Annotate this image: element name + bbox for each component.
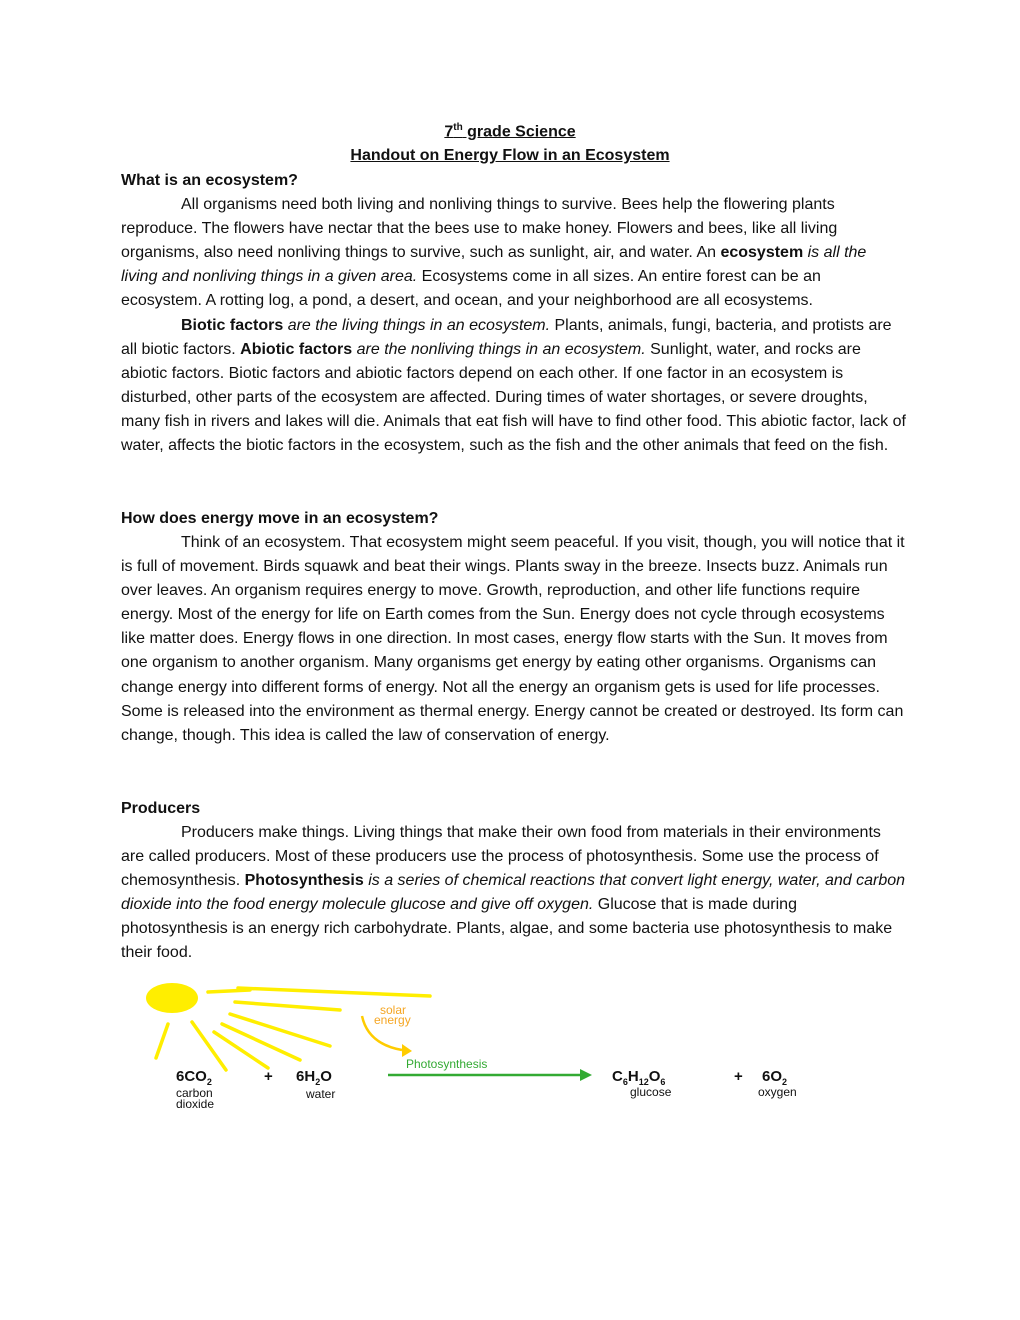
title-grade-text: grade Science xyxy=(462,123,576,141)
section-heading-ecosystem: What is an ecosystem? xyxy=(121,172,298,189)
text-run: O xyxy=(320,1068,332,1085)
page-subtitle: Handout on Energy Flow in an Ecosystem xyxy=(350,147,670,164)
label-carbon: carbon xyxy=(176,1086,213,1100)
text-run: Producers make things. Living things that make their own food from materials in their environments are called producers. Most of these producers use the process of photosynthesis. Some use the process of chemosynthesis. xyxy=(121,824,881,890)
definition-ecosystem: is all the living and nonliving things in a given area. xyxy=(121,244,867,286)
sun-ray xyxy=(156,1024,168,1058)
definition-abiotic-factors: are the nonliving things in an ecosystem. xyxy=(352,341,646,359)
text-run: Glucose that is made during photosynthesis is an energy rich carbohydrate. Plants, algae, and some bacteria use photosynthesis to make their food. xyxy=(121,896,893,962)
subscript: 2 xyxy=(782,1077,788,1087)
text-run: All organisms need both living and nonliving things to survive. Bees help the flowering plants reproduce. The flowers have nectar that the bees use to make honey. Flowers and bees, like all living organisms, also need nonliving things to survive, such as sunlight, air, and water. An xyxy=(121,196,838,262)
process-label: Photosynthesis xyxy=(406,1057,488,1071)
paragraph-energy-movement: Think of an ecosystem. That ecosystem might seem peaceful. If you visit, though, you will notice that it is full of movement. Birds squawk and beat their wings. Plants sway in the breeze. Insects buzz. Animals run over leaves. An organism requires energy to move. Growth, reproduction, and other life functions require energy. Most of the energy for life on Earth comes from the Sun. Energy does not cycle through ecosystems like matter does. Energy flows in one direction. In most cases, energy flow starts with the Sun. It moves from one organism to another organism. Many organisms get energy by eating other organisms. Organisms can change energy into different forms of energy. Not all the energy an organism gets is used for life processes. Some is released into the environment as thermal energy. Energy cannot be created or destroyed. Its form can change, though. This idea is called the law of conservation of energy. xyxy=(121,534,905,744)
equation-labels xyxy=(176,1085,797,1111)
sun-ray xyxy=(208,990,250,992)
reaction-arrow-head xyxy=(580,1069,592,1081)
term-photosynthesis: Photosynthesis xyxy=(244,872,364,890)
text-run: Ecosystems come in all sizes. An entire forest can be an ecosystem. A rotting log, a pond, a desert, and ocean, and your neighborhood are all ecosystems. xyxy=(121,268,821,310)
reactant-h2o xyxy=(296,1068,332,1087)
label-glucose: glucose xyxy=(630,1085,672,1099)
text-run: 6O xyxy=(762,1068,783,1085)
label-oxygen: oxygen xyxy=(758,1085,797,1099)
section-heading-producers: Producers xyxy=(121,800,201,817)
definition-photosynthesis: is a series of chemical reactions that convert light energy, water, and carbon dioxide into the food energy molecule glucose and give off oxygen. xyxy=(121,872,906,914)
text-run: Plants, animals, fungi, bacteria, and protists are all biotic factors. xyxy=(121,317,892,359)
paragraph-ecosystem-definition xyxy=(121,193,906,313)
sun-ray xyxy=(238,988,430,996)
subscript: 6 xyxy=(660,1077,666,1087)
paragraph-biotic-abiotic xyxy=(121,314,906,459)
label-dioxide: dioxide xyxy=(176,1097,215,1111)
sun-ray xyxy=(235,1002,340,1010)
section-heading-energy-movement: How does energy move in an ecosystem? xyxy=(121,510,439,527)
paragraph-producers xyxy=(121,821,906,966)
sun-ray xyxy=(230,1014,330,1046)
subscript: 6 xyxy=(622,1077,628,1087)
subscript: 2 xyxy=(206,1077,212,1087)
sun-ray xyxy=(222,1024,300,1060)
photosynthesis-diagram xyxy=(140,978,840,1118)
title-grade-suffix: th xyxy=(453,122,463,133)
title-grade-number: 7 xyxy=(444,123,454,141)
plus-sign: + xyxy=(264,1068,273,1085)
text-run: 6H xyxy=(296,1068,316,1085)
solar-label: solar xyxy=(380,1003,407,1017)
page-title xyxy=(0,122,1020,141)
sun-icon xyxy=(146,983,198,1013)
text-run: Sunlight, water, and rocks are abiotic factors. Biotic factors and abiotic factors depend on each other. If one factor in an ecosystem is disturbed, other parts of the ecosystem are affected. During times of water shortages, or severe droughts, many fish in rivers and lakes will die. Animals that eat fish will have to find other food. This abiotic factor, lack of water, affects the biotic factors in the ecosystem, such as the fish and the other animals that feed on the fish. xyxy=(121,341,906,455)
sun-ray xyxy=(192,1022,226,1070)
term-ecosystem: ecosystem xyxy=(720,244,804,262)
text-run: C xyxy=(612,1068,623,1085)
label-water: water xyxy=(306,1087,336,1101)
term-biotic-factors: Biotic factors xyxy=(181,317,284,334)
reactant-co2 xyxy=(176,1068,212,1087)
subscript: 2 xyxy=(315,1077,321,1087)
solar-arrow-head xyxy=(402,1044,412,1057)
plus-sign: + xyxy=(734,1068,743,1085)
subscript: 12 xyxy=(638,1077,649,1087)
text-run: H xyxy=(627,1068,639,1085)
definition-biotic-factors: are the living things in an ecosystem. xyxy=(283,317,551,334)
term-abiotic-factors: Abiotic factors xyxy=(240,341,353,359)
text-run: 6CO xyxy=(176,1068,207,1085)
text-run: O xyxy=(648,1068,661,1085)
energy-label: energy xyxy=(374,1013,411,1027)
